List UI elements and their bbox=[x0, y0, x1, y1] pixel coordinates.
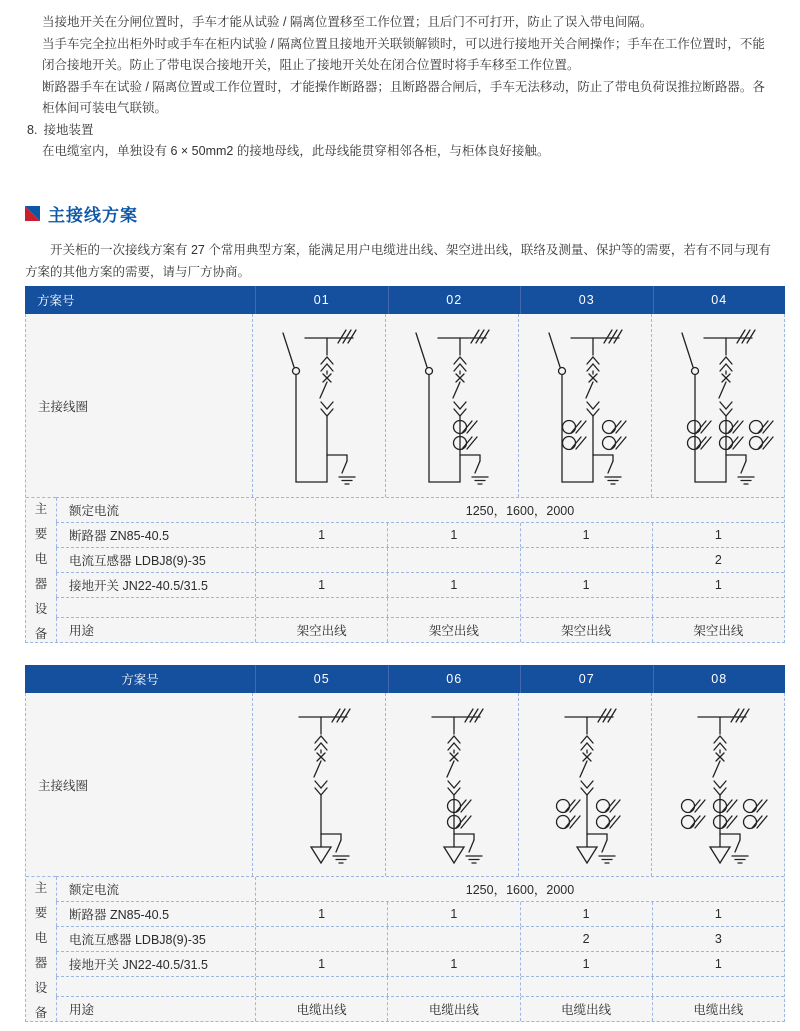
list-item-8 bbox=[27, 120, 774, 142]
scheme-number-cell: 03 bbox=[520, 286, 653, 314]
spec-value-cell: 电缆出线 bbox=[387, 997, 519, 1021]
section-intro: 开关柜的一次接线方案有 27 个常用典型方案，能满足用户电缆进出线、架空进出线，联络及测量、保护等的需要，若有不同与现有方案的其他方案的需要，请与厂方协商。 bbox=[25, 243, 771, 279]
equipment-group-char: 设 bbox=[34, 601, 48, 616]
scheme-table-01-04 bbox=[25, 286, 785, 643]
spec-row bbox=[56, 876, 784, 901]
spec-row bbox=[56, 976, 784, 996]
paragraph: 在电缆室内，单独设有 6 × 50mm2 的接地母线，此母线能贯穿相邻各柜，与柜体良好接触。 bbox=[42, 144, 550, 158]
spec-row-label: 电流互感器 LDBJ8(9)-35 bbox=[56, 548, 255, 572]
spec-value-cell: 1 bbox=[520, 523, 652, 547]
spec-row bbox=[56, 996, 784, 1021]
spec-row bbox=[56, 572, 784, 597]
spec-row-label: 接地开关 JN22-40.5/31.5 bbox=[56, 952, 255, 976]
spec-row-label: 用途 bbox=[56, 618, 255, 642]
spec-value-cell: 架空出线 bbox=[387, 618, 519, 642]
paragraph: 当接地开关在分闸位置时，手车才能从试验 / 隔离位置移至工作位置；且后门不可打开，防止了误入带电间隔。 bbox=[42, 15, 653, 29]
scheme-number-cell: 04 bbox=[653, 286, 786, 314]
circuit-diagram-scheme-04 bbox=[652, 314, 784, 497]
scheme-no-header-cell: 方案号 bbox=[37, 294, 75, 308]
spec-value-cell bbox=[652, 977, 784, 996]
spec-row-label: 电流互感器 LDBJ8(9)-35 bbox=[56, 927, 255, 951]
scheme-no-header-cell: 方案号 bbox=[121, 673, 159, 687]
spec-row bbox=[56, 497, 784, 522]
circuit-diagram-scheme-06 bbox=[386, 693, 518, 876]
list-item-title: 接地装置 bbox=[43, 122, 94, 137]
spec-value-cell: 1 bbox=[652, 902, 784, 926]
spec-value-cell: 电缆出线 bbox=[520, 997, 652, 1021]
spec-value-cell: 1 bbox=[387, 573, 519, 597]
spec-value-cell: 1 bbox=[652, 573, 784, 597]
circuit-diagram-scheme-02 bbox=[386, 314, 518, 497]
scheme-table-05-08 bbox=[25, 665, 785, 1022]
spec-value-cell: 1 bbox=[255, 523, 387, 547]
spec-row-label: 额定电流 bbox=[56, 498, 255, 522]
scheme-number-cell: 05 bbox=[255, 665, 388, 693]
circuit-diagram-scheme-05 bbox=[253, 693, 385, 876]
diagram-row-label: 主接线圈 bbox=[38, 778, 89, 793]
diagram-cell-scheme-08 bbox=[651, 693, 784, 876]
diagram-cell-scheme-02 bbox=[385, 314, 518, 497]
spec-value-cell: 1 bbox=[652, 952, 784, 976]
spec-value-cell: 2 bbox=[520, 927, 652, 951]
section-header bbox=[25, 201, 138, 226]
diagram-cell-scheme-04 bbox=[651, 314, 784, 497]
spec-row bbox=[56, 901, 784, 926]
spec-row-label: 用途 bbox=[56, 997, 255, 1021]
equipment-group-char: 备 bbox=[34, 626, 48, 641]
scheme-number-cell: 01 bbox=[255, 286, 388, 314]
spec-value-cell: 1 bbox=[255, 902, 387, 926]
spec-value-cell bbox=[255, 977, 387, 996]
spec-row-label: 接地开关 JN22-40.5/31.5 bbox=[56, 573, 255, 597]
spec-value-cell: 1 bbox=[255, 952, 387, 976]
spec-value-cell bbox=[255, 548, 387, 572]
spec-value-cell bbox=[652, 598, 784, 617]
scheme-number-cell: 06 bbox=[388, 665, 521, 693]
spec-value-cell: 3 bbox=[652, 927, 784, 951]
spec-row-label bbox=[56, 977, 255, 996]
scheme-number-cell: 08 bbox=[653, 665, 786, 693]
equipment-group-char: 要 bbox=[34, 905, 48, 920]
equipment-group-char: 要 bbox=[34, 526, 48, 541]
equipment-group-label bbox=[26, 876, 56, 1021]
rated-current-span-value: 1250，1600，2000 bbox=[255, 877, 784, 901]
spec-rows bbox=[56, 497, 784, 642]
spec-value-cell: 1 bbox=[520, 573, 652, 597]
spec-value-cell: 1 bbox=[387, 902, 519, 926]
spec-value-cell: 1 bbox=[387, 523, 519, 547]
spec-row bbox=[56, 597, 784, 617]
spec-row bbox=[56, 522, 784, 547]
spec-value-cell: 1 bbox=[520, 902, 652, 926]
table-body bbox=[25, 314, 785, 643]
section-title: 主接线方案 bbox=[48, 206, 138, 225]
spec-row-label: 断路器 ZN85-40.5 bbox=[56, 523, 255, 547]
spec-rows bbox=[56, 876, 784, 1021]
spec-value-cell: 架空出线 bbox=[652, 618, 784, 642]
diagram-cell-scheme-03 bbox=[518, 314, 651, 497]
scheme-number-cell: 07 bbox=[520, 665, 653, 693]
equipment-group-char: 主 bbox=[34, 501, 48, 516]
spec-row bbox=[56, 617, 784, 642]
rated-current-span-value: 1250，1600，2000 bbox=[255, 498, 784, 522]
spec-value-cell bbox=[520, 548, 652, 572]
diagram-cell-scheme-01 bbox=[252, 314, 385, 497]
spec-value-cell bbox=[520, 977, 652, 996]
table-body bbox=[25, 693, 785, 1022]
equipment-group-char: 主 bbox=[34, 880, 48, 895]
table-header-row bbox=[25, 286, 785, 314]
diagram-row bbox=[26, 314, 784, 497]
equipment-group-char: 电 bbox=[34, 551, 48, 566]
circuit-diagram-scheme-03 bbox=[519, 314, 651, 497]
list-item-number: 8. bbox=[27, 122, 38, 137]
diagram-row bbox=[26, 693, 784, 876]
spec-value-cell bbox=[255, 927, 387, 951]
spec-value-cell bbox=[387, 598, 519, 617]
spec-row-label: 额定电流 bbox=[56, 877, 255, 901]
interlock-text-block bbox=[27, 12, 774, 163]
spec-value-cell: 架空出线 bbox=[255, 618, 387, 642]
spec-value-cell: 1 bbox=[652, 523, 784, 547]
spec-value-cell: 1 bbox=[387, 952, 519, 976]
circuit-diagram-scheme-01 bbox=[253, 314, 385, 497]
spec-value-cell bbox=[387, 927, 519, 951]
circuit-diagram-scheme-07 bbox=[519, 693, 651, 876]
spec-row bbox=[56, 547, 784, 572]
equipment-group-char: 电 bbox=[34, 930, 48, 945]
equipment-group-label bbox=[26, 497, 56, 642]
table-header-row bbox=[25, 665, 785, 693]
spec-value-cell bbox=[520, 598, 652, 617]
equipment-group-char: 设 bbox=[34, 980, 48, 995]
spec-value-cell: 1 bbox=[520, 952, 652, 976]
spec-row bbox=[56, 951, 784, 976]
spec-value-cell: 2 bbox=[652, 548, 784, 572]
spec-value-cell bbox=[387, 548, 519, 572]
diagram-cell-scheme-06 bbox=[385, 693, 518, 876]
equipment-spec-block bbox=[26, 497, 784, 642]
diagram-cell-scheme-05 bbox=[252, 693, 385, 876]
circuit-diagram-scheme-08 bbox=[652, 693, 784, 876]
equipment-group-char: 器 bbox=[34, 576, 48, 591]
spec-row-label bbox=[56, 598, 255, 617]
paragraph: 当手车完全拉出柜外时或手车在柜内试验 / 隔离位置且接地开关联锁解锁时，可以进行接地开关合闸操作；手车在工作位置时，不能闭合接地开关。防止了带电误合接地开关，阻止了接地开关处在闭合位置时将手车移至工作位置。 bbox=[42, 36, 765, 72]
diagram-cell-scheme-07 bbox=[518, 693, 651, 876]
spec-row-label: 断路器 ZN85-40.5 bbox=[56, 902, 255, 926]
spec-value-cell: 1 bbox=[255, 573, 387, 597]
spec-value-cell: 电缆出线 bbox=[652, 997, 784, 1021]
spec-value-cell: 电缆出线 bbox=[255, 997, 387, 1021]
equipment-spec-block bbox=[26, 876, 784, 1021]
scheme-number-cell: 02 bbox=[388, 286, 521, 314]
spec-value-cell bbox=[255, 598, 387, 617]
spec-value-cell: 架空出线 bbox=[520, 618, 652, 642]
equipment-group-char: 器 bbox=[34, 955, 48, 970]
section-bullet-icon bbox=[25, 206, 40, 221]
equipment-group-char: 备 bbox=[34, 1005, 48, 1020]
paragraph: 断路器手车在试验 / 隔离位置或工作位置时，才能操作断路器；且断路器合闸后，手车无法移动，防止了带电负荷误推拉断路器。各柜体间可装电气联锁。 bbox=[42, 79, 765, 115]
spec-row bbox=[56, 926, 784, 951]
diagram-row-label: 主接线圈 bbox=[38, 399, 89, 414]
spec-value-cell bbox=[387, 977, 519, 996]
